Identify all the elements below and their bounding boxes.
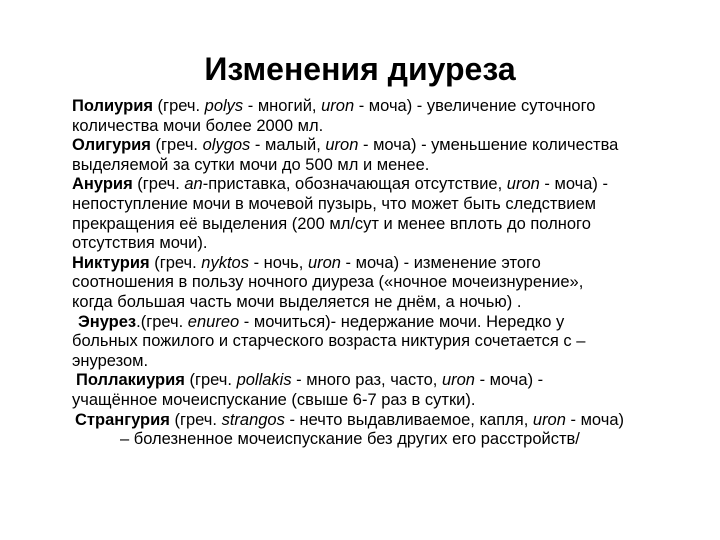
stranguria-term: Странгурия (75, 410, 170, 429)
pollakiuria-line-2: учащённое мочеиспускание (свыше 6-7 раз в сутки). (72, 390, 476, 409)
anuria-line-3: прекращения её выделения (200 мл/сут и менее вплоть до полного (72, 214, 591, 233)
poliuria-term: Полиурия (72, 97, 153, 115)
enuresis-text-b: - мочиться)- недержание мочи. Нередко у (239, 312, 565, 331)
enuresis-line-2: больных пожилого и старческого возраста никтурия сочетается с – (72, 332, 586, 351)
slide-body (72, 97, 692, 450)
poliuria-text-a: (греч. (152, 97, 205, 115)
oliguria-text-a: (греч. (150, 136, 203, 155)
enuresis-greek-word: enureo (187, 312, 240, 331)
oliguria-line-2: выделяемой за сутки мочи до 500 мл и менее. (72, 155, 430, 174)
stranguria-greek-word: strangos (221, 410, 285, 429)
pollakiuria-greek-word: pollakis (236, 371, 292, 390)
oliguria-line-1 (72, 136, 692, 156)
anuria-line-4: отсутствия мочи). (72, 234, 208, 253)
stranguria-text-a: (греч. (169, 410, 222, 429)
enuresis-term: Энурез (78, 312, 137, 331)
enuresis-line-3: энурезом. (72, 351, 149, 370)
poliuria-text-c: - моча) - увеличение суточного (354, 97, 596, 115)
enuresis-line-1 (72, 313, 692, 333)
oliguria-text-b: - малый, (250, 136, 326, 155)
stranguria-line-2: – болезненное мочеиспускание без других его расстройств/ (120, 430, 580, 449)
oliguria-text-c: - моча) - уменьшение количества (358, 136, 619, 155)
nocturia-term: Никтурия (72, 253, 150, 272)
slide-title: Изменения диуреза (204, 51, 516, 87)
poliuria-uron-word: uron (321, 97, 355, 115)
nocturia-text-b: - ночь, (248, 253, 308, 272)
anuria-line-2: непоступление мочи в мочевой пузырь, что может быть следствием (72, 194, 596, 213)
anuria-uron-word: uron (506, 175, 540, 194)
nocturia-greek-word: nyktos (201, 253, 249, 272)
pollakiuria-uron-word: uron (441, 371, 475, 390)
oliguria-uron-word: uron (325, 136, 359, 155)
poliuria-line-1 (72, 97, 692, 117)
nocturia-text-c: - моча) - изменение этого (340, 253, 541, 272)
poliuria-text-b: - многий, (243, 97, 322, 115)
pollakiuria-text-b: - много раз, часто, (291, 371, 442, 390)
anuria-text-c: - моча) - (539, 175, 608, 194)
anuria-line-1 (72, 175, 692, 195)
nocturia-line-1 (72, 254, 692, 274)
nocturia-uron-word: uron (307, 253, 341, 272)
nocturia-text-a: (греч. (149, 253, 202, 272)
pollakiuria-term: Поллакиурия (76, 371, 185, 390)
anuria-term: Анурия (72, 175, 133, 194)
anuria-greek-word: an (184, 175, 203, 194)
poliuria-greek-word: polys (204, 97, 244, 115)
pollakiuria-text-a: (греч. (184, 371, 237, 390)
stranguria-text-c: - моча) (565, 410, 625, 429)
pollakiuria-text-c: - моча) - (474, 371, 544, 390)
poliuria-line-2: количества мочи более 2000 мл. (72, 116, 324, 135)
stranguria-uron-word: uron (532, 410, 566, 429)
oliguria-term: Олигурия (72, 136, 151, 155)
pollakiuria-line-1 (72, 371, 692, 391)
nocturia-line-3: когда большая часть мочи выделяется не днём, а ночью) . (72, 292, 522, 311)
anuria-text-a: (греч. (132, 175, 185, 194)
nocturia-line-2: соотношения в пользу ночного диуреза («ночное мочеизнурение», (72, 273, 584, 292)
oliguria-greek-word: olygos (202, 136, 251, 155)
anuria-text-b: -приставка, обозначающая отсутствие, (202, 175, 507, 194)
stranguria-line-1 (72, 411, 692, 431)
enuresis-text-a: .(греч. (136, 312, 188, 331)
stranguria-text-b: - нечто выдавливаемое, капля, (284, 410, 533, 429)
